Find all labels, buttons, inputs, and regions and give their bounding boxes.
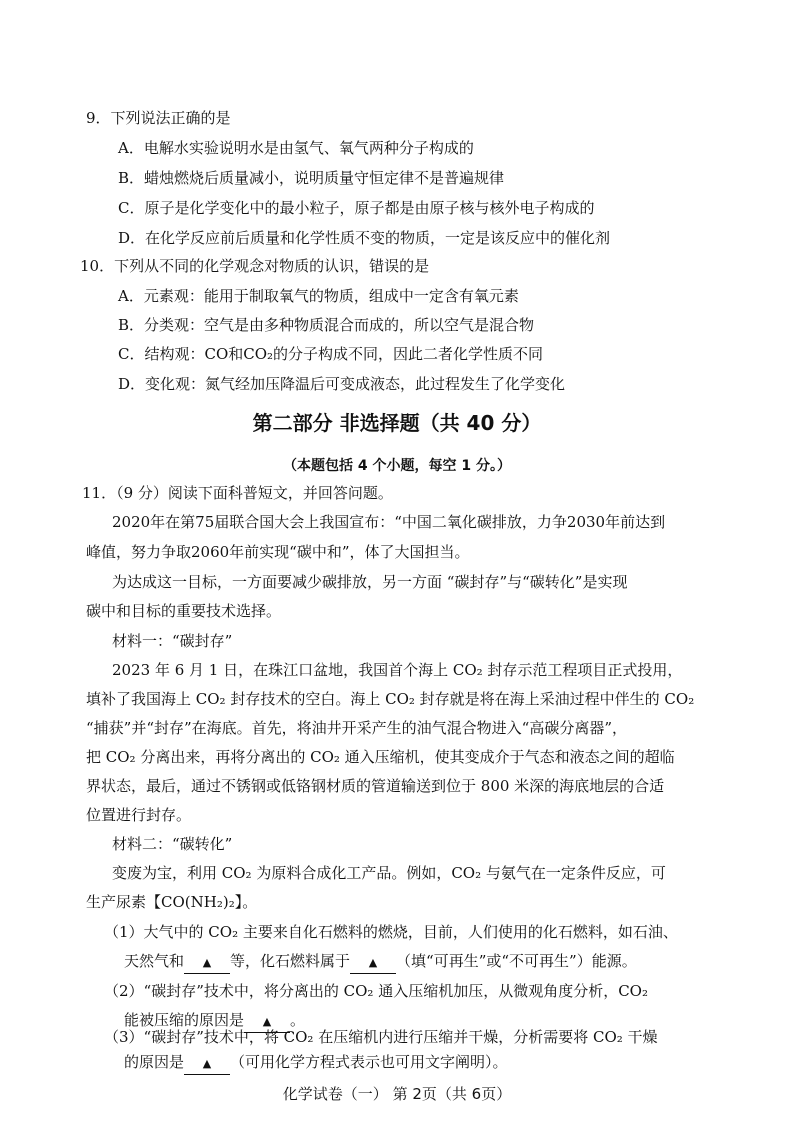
- material-1-line-3: “捕获”并“封存”在海底。首先，将油井开采产生的油气混合物进入“高碳分离器”，: [86, 719, 628, 737]
- blank-triangle-icon: ▲: [202, 1057, 212, 1070]
- q9-option-d: D．在化学反应前后质量和化学性质不变的物质，一定是该反应中的催化剂: [118, 229, 611, 247]
- blank-triangle-icon: ▲: [368, 956, 378, 969]
- q10-option-d: D．变化观：氮气经加压降温后可变成液态，此过程发生了化学变化: [118, 375, 566, 393]
- material-1-line-4: 把 CO₂ 分离出来，再将分离出的 CO₂ 通入压缩机，使其变成介于气态和液态之间的超临: [86, 748, 675, 766]
- material-1-line-6: 位置进行封存。: [86, 806, 192, 824]
- material-1-line-1: 2023 年 6 月 1 日，在珠江口盆地，我国首个海上 CO₂ 封存示范工程项目正式投用，: [112, 661, 683, 679]
- q11-paragraph-1-line-1: 2020年在第75届联合国大会上我国宣布：“中国二氧化碳排放，力争2030年前达到: [112, 513, 666, 531]
- section-note: （本题包括 4 个小题，每空 1 分。）: [283, 458, 511, 474]
- section-title: 第二部分 非选择题（共 40 分）: [252, 411, 542, 435]
- subquestion-3-text-a: 的原因是: [124, 1053, 185, 1071]
- subquestion-1-line-2: [124, 951, 637, 974]
- q9-option-b: B．蜡烛燃烧后质量减小，说明质量守恒定律不是普遍规律: [118, 169, 505, 187]
- material-1-line-2: 填补了我国海上 CO₂ 封存技术的空白。海上 CO₂ 封存就是将在海上采油过程中伴生的 CO₂: [86, 690, 695, 708]
- answer-blank-2[interactable]: [350, 951, 396, 974]
- q11-paragraph-1-line-2: 峰值，努力争取2060年前实现“碳中和”，体了大国担当。: [86, 543, 470, 561]
- subquestion-1-text-a: 天然气和: [124, 952, 185, 970]
- subquestion-2-text-a: 能被压缩的原因是: [124, 1011, 245, 1029]
- material-2-line-2: 生产尿素【CO(NH₂)₂】。: [86, 893, 258, 911]
- material-2-title: 材料二：“碳转化”: [112, 835, 233, 853]
- subquestion-3-text-b: （可用化学方程式表示也可用文字阐明）。: [230, 1053, 508, 1071]
- subquestion-2-text-b: 。: [290, 1011, 306, 1029]
- answer-blank-1[interactable]: [184, 951, 230, 974]
- subquestion-1-text-b: 等，化石燃料属于: [230, 952, 351, 970]
- subquestion-1-line-1: （1）大气中的 CO₂ 主要来自化石燃料的燃烧，目前，人们使用的化石燃料，如石油、: [104, 923, 678, 941]
- material-1-title: 材料一：“碳封存”: [112, 632, 233, 650]
- subquestion-1-text-c: （填“可再生”或“不可再生”）能源。: [396, 952, 637, 970]
- material-2-line-1: 变废为宝，利用 CO₂ 为原料合成化工产品。例如，CO₂ 与氨气在一定条件反应，可: [112, 864, 666, 882]
- subquestion-2-line-1: （2）“碳封存”技术中，将分离出的 CO₂ 通入压缩机加压，从微观角度分析，CO₂: [104, 982, 648, 1000]
- q11-paragraph-2-line-1: 为达成这一目标，一方面要减少碳排放，另一方面 “碳封存”与“碳转化”是实现: [112, 573, 628, 591]
- blank-triangle-icon: ▲: [202, 956, 212, 969]
- page-footer: 化学试卷（一） 第 2页（共 6页）: [282, 1085, 512, 1103]
- subquestion-3-line-1: （3）“碳封存”技术中，将 CO₂ 在压缩机内进行压缩并干燥，分析需要将 CO₂ 干燥: [104, 1028, 658, 1046]
- answer-blank-4[interactable]: [184, 1052, 230, 1075]
- blank-triangle-icon: ▲: [262, 1015, 272, 1028]
- q11-stem: 11．（9 分）阅读下面科普短文，并回答问题。: [82, 484, 393, 502]
- q9-option-a: A．电解水实验说明水是由氢气、氧气两种分子构成的: [118, 139, 474, 157]
- q11-paragraph-2-line-2: 碳中和目标的重要技术选择。: [86, 602, 282, 620]
- q10-option-b: B．分类观：空气是由多种物质混合而成的，所以空气是混合物: [118, 316, 535, 334]
- q10-option-a: A．元素观：能用于制取氧气的物质，组成中一定含有氧元素: [118, 287, 519, 305]
- q9-option-c: C．原子是化学变化中的最小粒子，原子都是由原子核与核外电子构成的: [118, 199, 595, 217]
- q10-option-c: C．结构观：CO和CO₂的分子构成不同，因此二者化学性质不同: [118, 345, 544, 363]
- material-1-line-5: 界状态，最后，通过不锈钢或低铬钢材质的管道输送到位于 800 米深的海底地层的合适: [86, 777, 665, 795]
- subquestion-3-line-2: [124, 1052, 508, 1075]
- q9-stem: 9．下列说法正确的是: [86, 109, 231, 127]
- q10-stem: 10．下列从不同的化学观念对物质的认识，错误的是: [80, 257, 430, 275]
